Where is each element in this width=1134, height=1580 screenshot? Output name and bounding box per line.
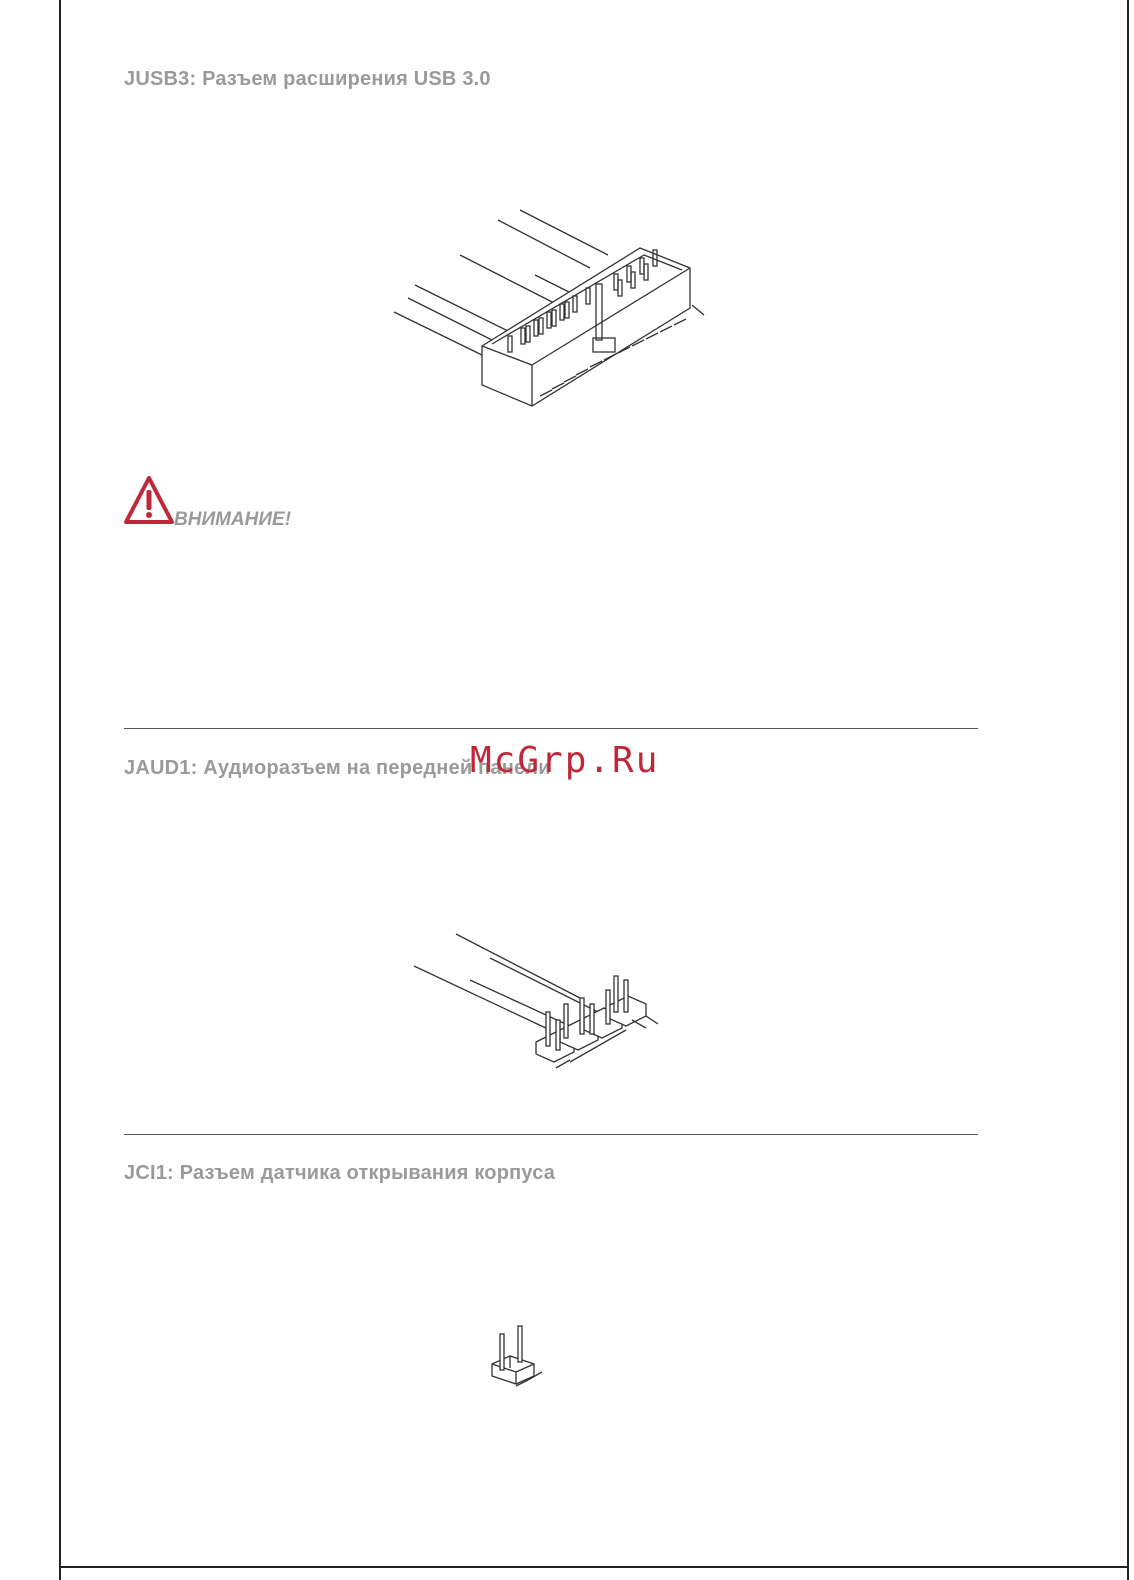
section-divider <box>124 1134 978 1135</box>
page-frame-left <box>59 0 61 1580</box>
page-frame-bottom <box>59 1566 1129 1568</box>
page-frame-right <box>1127 0 1129 1580</box>
jaud1-heading: JAUD1: Аудиоразъем на передней панели <box>124 757 551 779</box>
jusb3-heading: JUSB3: Разъем расширения USB 3.0 <box>124 68 491 90</box>
jaud1-connector-diagram <box>400 920 680 1090</box>
jci1-heading: JCI1: Разъем датчика открывания корпуса <box>124 1162 556 1184</box>
watermark: McGrp.Ru <box>470 740 660 781</box>
warning-label: ВНИМАНИЕ! <box>174 509 292 530</box>
jci1-connector-diagram <box>480 1320 570 1400</box>
jusb3-connector-diagram <box>380 200 720 420</box>
section-divider <box>124 728 978 729</box>
warning-triangle-icon <box>123 474 175 528</box>
